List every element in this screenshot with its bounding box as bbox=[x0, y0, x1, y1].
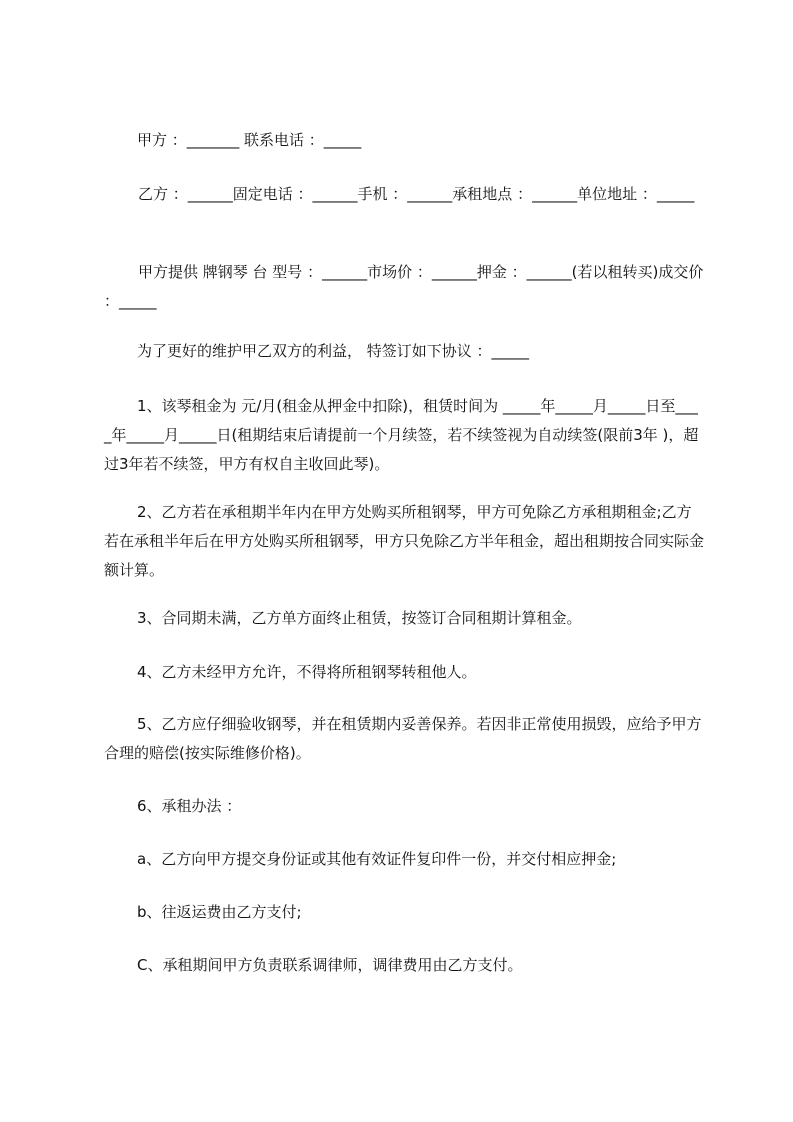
party-a-line: 甲方 ：_______ 联系电话 ：_____ bbox=[137, 131, 362, 149]
clause-6-item-c: C、承租期间甲方负责联系调律师，调律费用由乙方支付。 bbox=[137, 956, 523, 974]
clause-5: 5、乙方应仔细验收钢琴，并在租赁期内妥善保养。若因非正常使用损毁，应给予甲方合理的赔偿(按实际维修价格)。 bbox=[104, 715, 702, 762]
clause-3: 3、合同期未满，乙方单方面终止租赁，按签订合同租期计算租金。 bbox=[137, 609, 582, 627]
party-b-line: 乙方 ：______固定电话 ：______手机 ：______承租地点 ：______单位地址 ：_____ bbox=[138, 185, 695, 203]
agreement-intro: 为了更好的维护甲乙双方的利益， 特签订如下协议 ：_____ bbox=[137, 342, 530, 360]
clause-6-heading: 6、承租办法 ： bbox=[137, 797, 242, 815]
clause-6-item-a: a、乙方向甲方提交身份证或其他有效证件复印件一份，并交付相应押金; bbox=[137, 850, 617, 868]
piano-info-line: 甲方提供 牌钢琴 台 型号 ：______市场价 ：______押金 ：______(若以租转买)成交价 ：_____ bbox=[104, 263, 709, 310]
clause-4: 4、乙方未经甲方允许，不得将所租钢琴转租他人。 bbox=[137, 663, 477, 681]
clause-2: 2、乙方若在承租期半年内在甲方处购买所租钢琴，甲方可免除乙方承租期租金;乙方若在承租半年后在甲方处购买所租钢琴，甲方只免除乙方半年租金，超出租期按合同实际金额计算。 bbox=[104, 503, 705, 579]
clause-6-item-b: b、往返运费由乙方支付; bbox=[137, 903, 302, 921]
clause-1: 1、该琴租金为 元/月(租金从押金中扣除)，租赁时间为 _____年_____月_____日至____年_____月_____日(租期结束后请提前一个月续签，若不续签视为自动续签(限前3年 )，超过3年若不续签，甲方有权自主收回此琴)。 bbox=[104, 397, 699, 473]
